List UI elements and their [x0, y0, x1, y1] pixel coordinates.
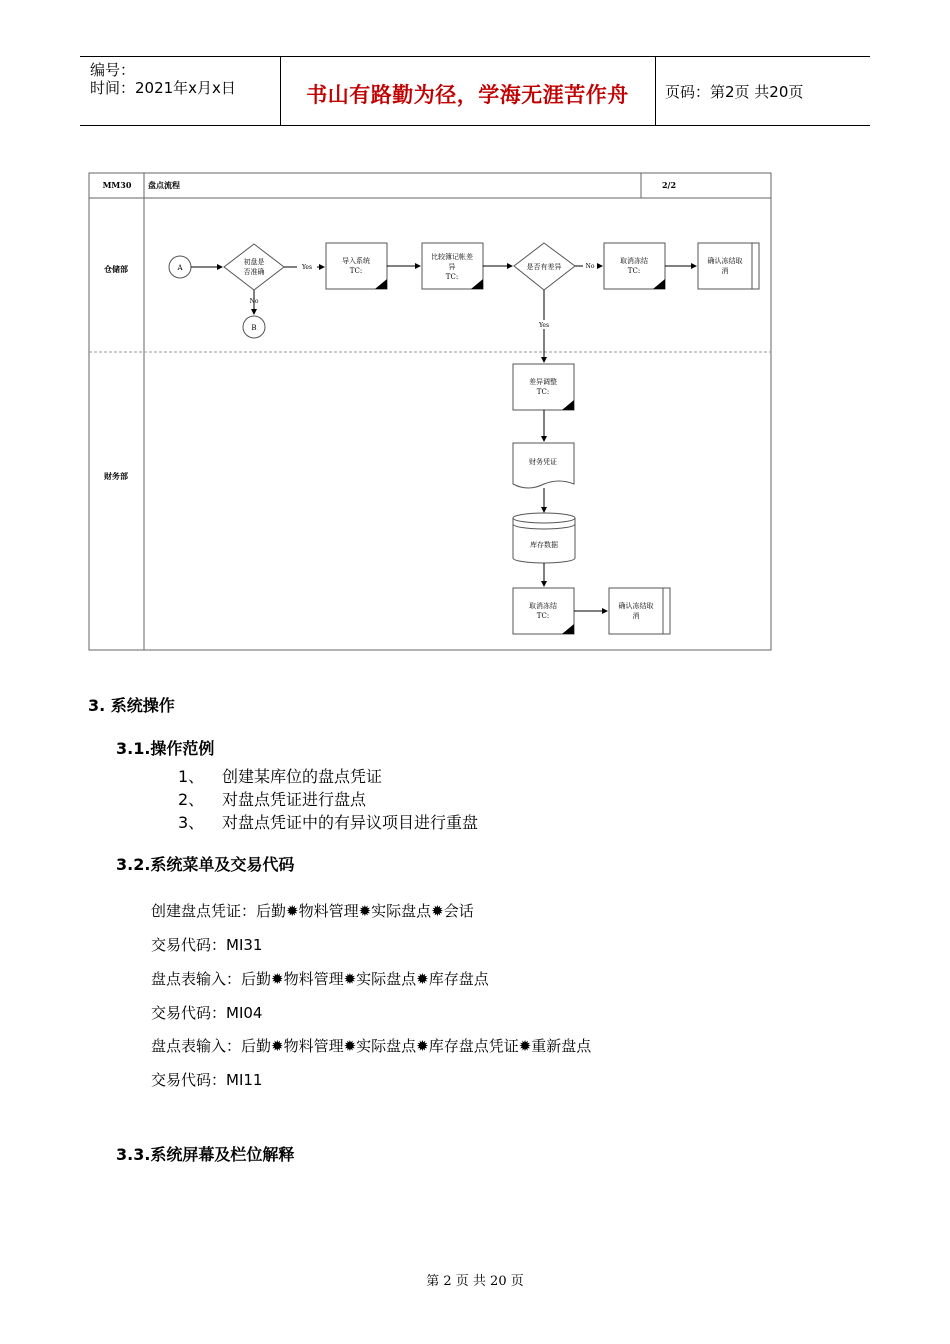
page-footer: 第 2 页 共 20 页 [426, 1274, 524, 1289]
svg-text:差异调整: 差异调整 [529, 378, 557, 386]
menu-path: 盘点表输入：后勤✹物料管理✹实际盘点✹库存盘点凭证✹重新盘点 [151, 1037, 592, 1055]
process-confirm-cancel [698, 243, 759, 289]
transaction-code: 交易代码：MI31 [151, 936, 263, 954]
header-motto: 书山有路勤为径，学海无涯苦作舟 [306, 82, 629, 107]
process-confirm-cancel [609, 588, 670, 634]
svg-text:库存数据: 库存数据 [530, 541, 558, 549]
section-3-heading: 3. 系统操作 [88, 696, 175, 715]
menu-path: 创建盘点凭证：后勤✹物料管理✹实际盘点✹会话 [151, 902, 474, 920]
svg-text:TC:: TC: [536, 388, 550, 396]
section-3-2-heading: 3.2.系统菜单及交易代码 [116, 855, 295, 874]
process-cancel-freeze [513, 588, 574, 634]
section-3-3-heading: 3.3.系统屏幕及栏位解释 [116, 1145, 295, 1164]
svg-text:比较簿记帐差: 比较簿记帐差 [431, 253, 473, 261]
list-item: 2、 对盘点凭证进行盘点 [178, 790, 367, 809]
label-no: No [249, 298, 259, 305]
process-cancel-freeze [604, 243, 665, 289]
svg-text:确认冻结取: 确认冻结取 [618, 602, 654, 610]
list-item: 1、 创建某库位的盘点凭证 [178, 767, 383, 786]
svg-text:初盘是: 初盘是 [243, 258, 265, 266]
serial-number: 编号： [90, 61, 136, 79]
label-no: No [585, 263, 595, 270]
lane-warehouse: 仓储部 [104, 264, 128, 274]
decision-initial-count [224, 244, 284, 290]
menu-path: 盘点表输入：后勤✹物料管理✹实际盘点✹库存盘点 [151, 970, 489, 988]
list-item: 3、 对盘点凭证中的有异议项目进行重盘 [178, 813, 479, 832]
flowchart-title: 盘点流程 [148, 180, 180, 190]
svg-text:TC:: TC: [349, 267, 363, 275]
process-difference-adjust [513, 364, 574, 410]
svg-text:A: A [177, 264, 183, 272]
svg-text:消: 消 [721, 267, 729, 275]
section-3-1-heading: 3.1.操作范例 [116, 739, 215, 758]
transaction-code: 交易代码：MI04 [151, 1004, 263, 1022]
svg-text:导入系统: 导入系统 [342, 257, 370, 265]
svg-text:是否有差异: 是否有差异 [526, 263, 562, 271]
svg-text:确认冻结取: 确认冻结取 [707, 257, 743, 265]
flowchart-code: MM30 [102, 180, 132, 190]
label-yes: Yes [538, 322, 550, 329]
flowchart-page: 2/2 [661, 180, 677, 190]
svg-text:TC:: TC: [445, 273, 459, 281]
process-import [326, 243, 387, 289]
header-page-number: 页码：第2页 共20页 [665, 83, 804, 101]
svg-text:否准确: 否准确 [243, 268, 265, 276]
svg-text:消: 消 [632, 612, 640, 620]
svg-text:B: B [251, 324, 257, 332]
svg-text:TC:: TC: [536, 612, 550, 620]
svg-text:TC:: TC: [627, 267, 641, 275]
date: 时间：2021年x月x日 [90, 79, 236, 97]
label-yes: Yes [301, 264, 313, 271]
transaction-code: 交易代码：MI11 [151, 1071, 263, 1089]
svg-text:异: 异 [448, 263, 456, 271]
lane-finance: 财务部 [104, 471, 128, 481]
svg-text:取消冻结: 取消冻结 [620, 257, 648, 265]
svg-text:财务凭证: 财务凭证 [529, 458, 557, 466]
svg-text:取消冻结: 取消冻结 [529, 602, 557, 610]
